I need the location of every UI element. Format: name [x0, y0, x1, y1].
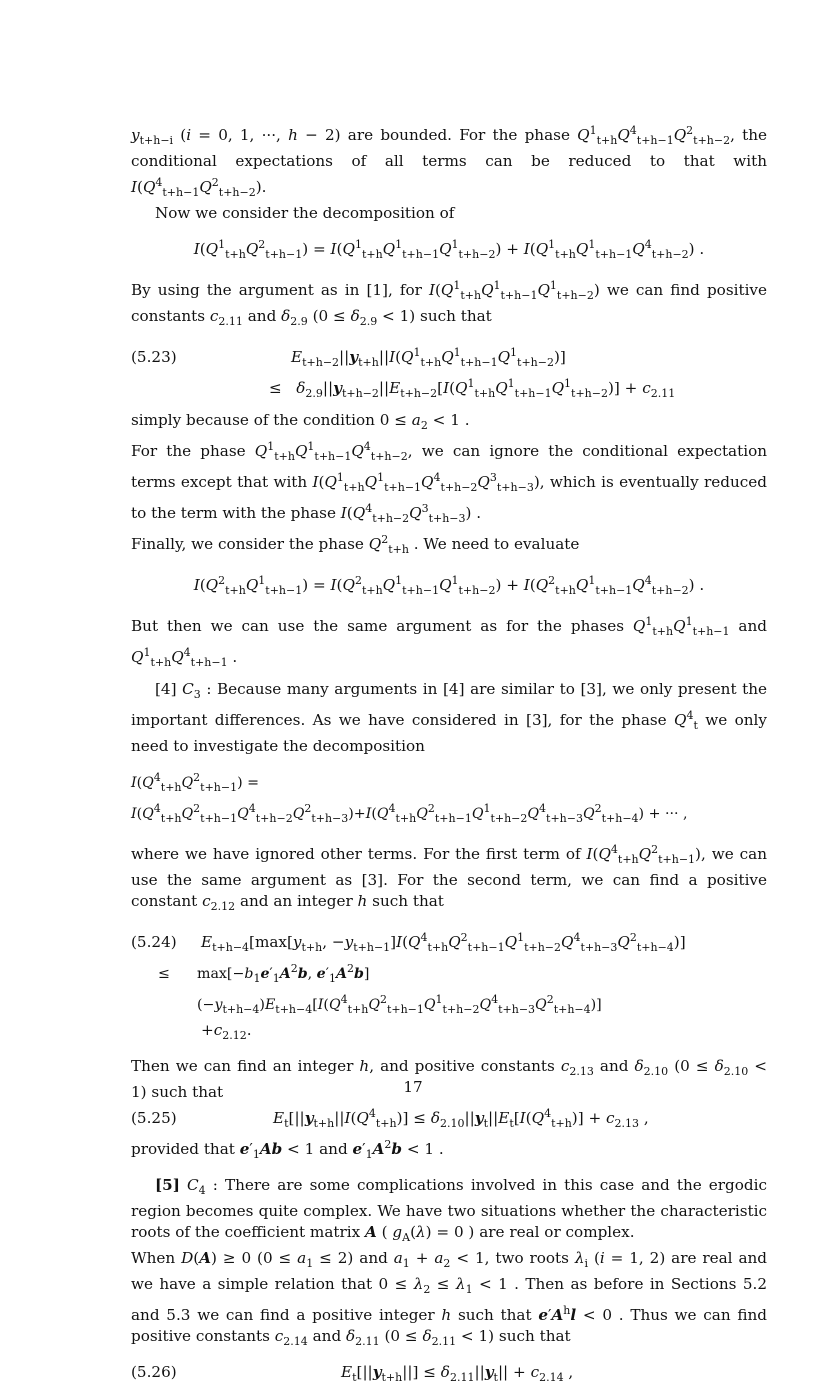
paragraph-6: Finally, we consider the phase $Q^2_{t+h}$ . We need to evaluate	[131, 533, 580, 556]
equation-decomposition-1: $I(Q^1_{t+h}Q^2_{t+h-1}) = I(Q^1_{t+h}Q^1_{t+h-1}Q^1_{t+h-2}) + I(Q^1_{t+h}Q^1_{t+h-1}Q^4_{t+h-2})$ .	[193, 238, 705, 261]
equation-5-24-line-3: $+c_{2.12}$.	[201, 1021, 252, 1042]
paragraph-4: simply because of the condition $0 \le a_2 < 1$ .	[131, 411, 470, 432]
equation-5-23-line-2: ≤ $\delta_{2.9}||y_{t+h-2}||E_{t+h-2}[I(Q^1_{t+h}Q^1_{t+h-1}Q^1_{t+h-2})] + c_{2.11}$	[269, 377, 676, 400]
paragraph-7: But then we can use the same argument as for the phases $Q^1_{t+h}Q^1_{t+h-1}$ and $Q^1_{t+h}Q^4_{t+h-1}$ .	[131, 615, 767, 669]
equation-decomposition-2: $I(Q^2_{t+h}Q^1_{t+h-1}) = I(Q^2_{t+h}Q^1_{t+h-1}Q^1_{t+h-2}) + I(Q^2_{t+h}Q^1_{t+h-1}Q^4_{t+h-2})$ .	[193, 574, 705, 597]
equation-label: (5.24)	[131, 933, 177, 951]
equation-5-23: (5.23) $E_{t+h-2}||y_{t+h}||I(Q^1_{t+h}Q^1_{t+h-1}Q^1_{t+h-2})$]	[131, 346, 566, 369]
paragraph-8: [4] $C_3$ : Because many arguments in [4] are similar to [3], we only present the important differences. As we have considered in [3], for the phase $Q^4_t$ we only need to investigate the decomposition	[131, 680, 768, 755]
paragraph-10: Then we can find an integer h, and positive constants $c_{2.13}$ and $\delta_{2.10}$ $(0 \le \delta_{2.10} < 1)$ such that	[131, 1057, 767, 1101]
paragraph-3: By using the argument as in [1], for $I(Q^1_{t+h}Q^1_{t+h-1}Q^1_{t+h-2})$ we can find positive constants $c_{2.11}$ and $\delta_{2.9}$ $(0 \le \delta_{2.9} < 1)$ such that	[131, 279, 767, 328]
paragraph-5: For the phase $Q^1_{t+h}Q^1_{t+h-1}Q^4_{t+h-2}$, we can ignore the conditional expectation terms except that with $I(Q^1_{t+h}Q^1_{t+h-1}Q^4_{t+h-2}Q^3_{t+h-3})$, which is eventually reduced to the term with the phase $I(Q^4_{t+h-2}Q^3_{t+h-3})$ .	[131, 440, 767, 525]
paper-body	[131, 120, 767, 1388]
equation-decomposition-3: $I(Q^4_{t+h}Q^2_{t+h-1}) = I(Q^4_{t+h}Q^2_{t+h-1}Q^4_{t+h-2}Q^2_{t+h-3})+I(Q^4_{t+h}Q^2_{t+h-1}Q^1_{t+h-2}Q^4_{t+h-3}Q^2_{t+h-4})$ + ··· ,	[131, 771, 688, 825]
paragraph-12: [5] $C_4$ : There are some complications involved in this case and the ergodic region becomes quite complex. We have two situations whether the characteristic roots of the coefficient matrix A ( $g_A(\lambda) = 0$ ) are real or complex.	[131, 1176, 767, 1244]
page-number: 17	[403, 1078, 423, 1096]
paragraph-1: $y_{t+h-i}$ (i = 0, 1, ···, h − 2) are bounded. For the phase $Q^1_{t+h}Q^4_{t+h-1}Q^2_{t+h-2}$, the conditional expectations of all terms can be reduced to that with $I(Q^4_{t+h-1}Q^2_{t+h-2})$.	[131, 124, 768, 199]
paragraph-11: provided that $e'_1Ab < 1$ and $e'_1A^2b < 1$ .	[131, 1138, 444, 1161]
paragraph-9: where we have ignored other terms. For the first term of $I(Q^4_{t+h}Q^2_{t+h-1})$, we can use the same argument as [3]. For the second term, we can find a positive constant $c_{2.12}$ and an integer h such that	[131, 843, 767, 913]
equation-label: (5.25)	[131, 1109, 177, 1127]
equation-5-24: (5.24) $E_{t+h-4}[\max[y_{t+h}$, $-y_{t+h-1}]I(Q^4_{t+h}Q^2_{t+h-1}Q^1_{t+h-2}Q^4_{t+h-3}Q^2_{t+h-4})$]	[131, 931, 686, 954]
equation-5-24-line-2: ≤ $\max[-b_1e'_1A^2b$, $e'_1A^2b](-y_{t+h-4})E_{t+h-4}[I(Q^4_{t+h}Q^2_{t+h-1}Q^1_{t+h-2}Q^4_{t+h-3}Q^2_{t+h-4})]$	[158, 962, 602, 1016]
paragraph-2: Now we consider the decomposition of	[155, 204, 455, 222]
equation-5-26: (5.26) $E_t[||y_{t+h}||] \le \delta_{2.11}||y_t|| + c_{2.14}$ ,	[131, 1363, 574, 1384]
equation-label: (5.23)	[131, 348, 177, 366]
equation-label: (5.26)	[131, 1363, 177, 1381]
equation-5-25: (5.25) $E_t[||y_{t+h}||I(Q^4_{t+h})] \le \delta_{2.10}||y_t||E_t[I(Q^4_{t+h})] + c_{2.13}$ ,	[131, 1107, 649, 1130]
paragraph-13: When D(A) ≥ 0 $(0 \le a_1 \le 2)$ and $a_1 + a_2 < 1$, two roots $\lambda_i$ (i = 1, 2) are real and we have a simple relation that $0 \le \lambda_2 \le \lambda_1 < 1$ . Then as before in Sections 5.2 and 5.3 we can find a positive integer h such that $e'A^hl < 0$ . Thus we can find positive constants $c_{2.14}$ and $\delta_{2.11}$ $(0 \le \delta_{2.11} < 1)$ such that	[131, 1249, 768, 1348]
